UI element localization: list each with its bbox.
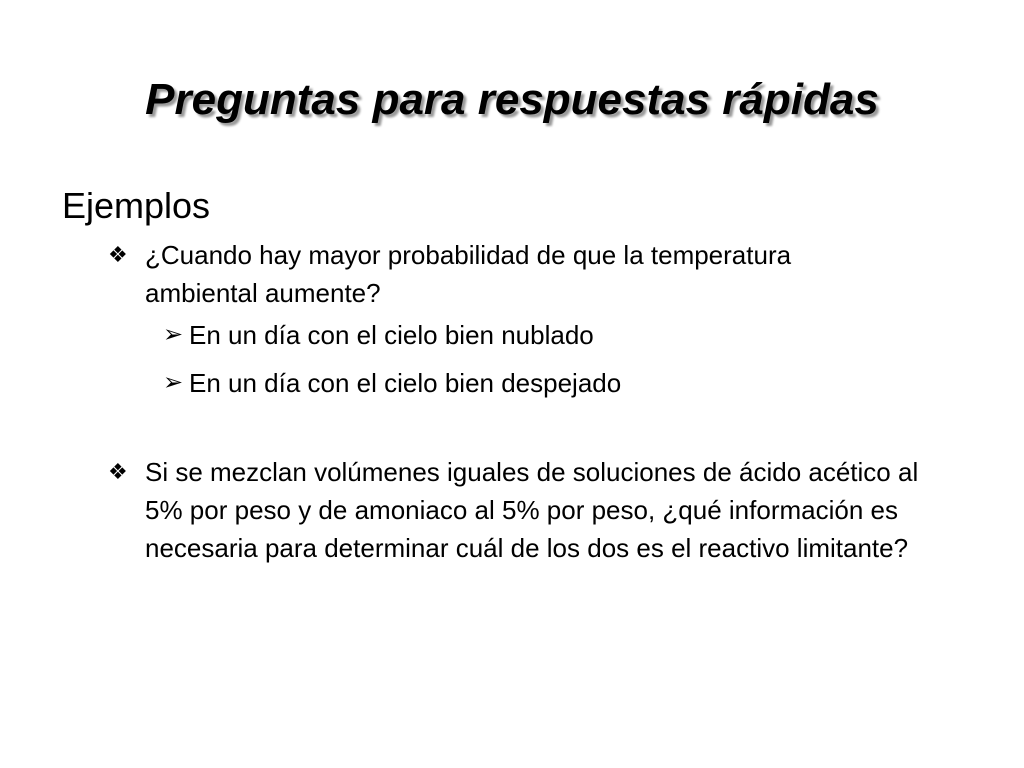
diamond-bullet-icon: ❖ [108,242,128,267]
section-label: Ejemplos [62,185,211,226]
answer-text-2: En un día con el cielo bien despejado [189,368,622,398]
question-item-2 [108,453,928,567]
question-text-1: ¿Cuando hay mayor probabilidad de que la temperatura ambiental aumente? [145,240,792,308]
slide-title: Preguntas para respuestas rápidas [145,75,879,124]
answer-option-1 [163,316,863,354]
question-text-2: Si se mezclan volúmenes iguales de soluciones de ácido acético al 5% por peso y de amoniaco al 5% por peso, ¿qué información es necesaria para determinar cuál de los dos es el reactivo limitante? [145,457,919,563]
diamond-bullet-icon: ❖ [108,459,128,484]
question-item-1 [108,236,828,312]
answer-option-2 [163,364,863,402]
arrow-bullet-icon: ➢ [163,369,184,396]
arrow-bullet-icon: ➢ [163,321,184,348]
answer-text-1: En un día con el cielo bien nublado [189,320,594,350]
